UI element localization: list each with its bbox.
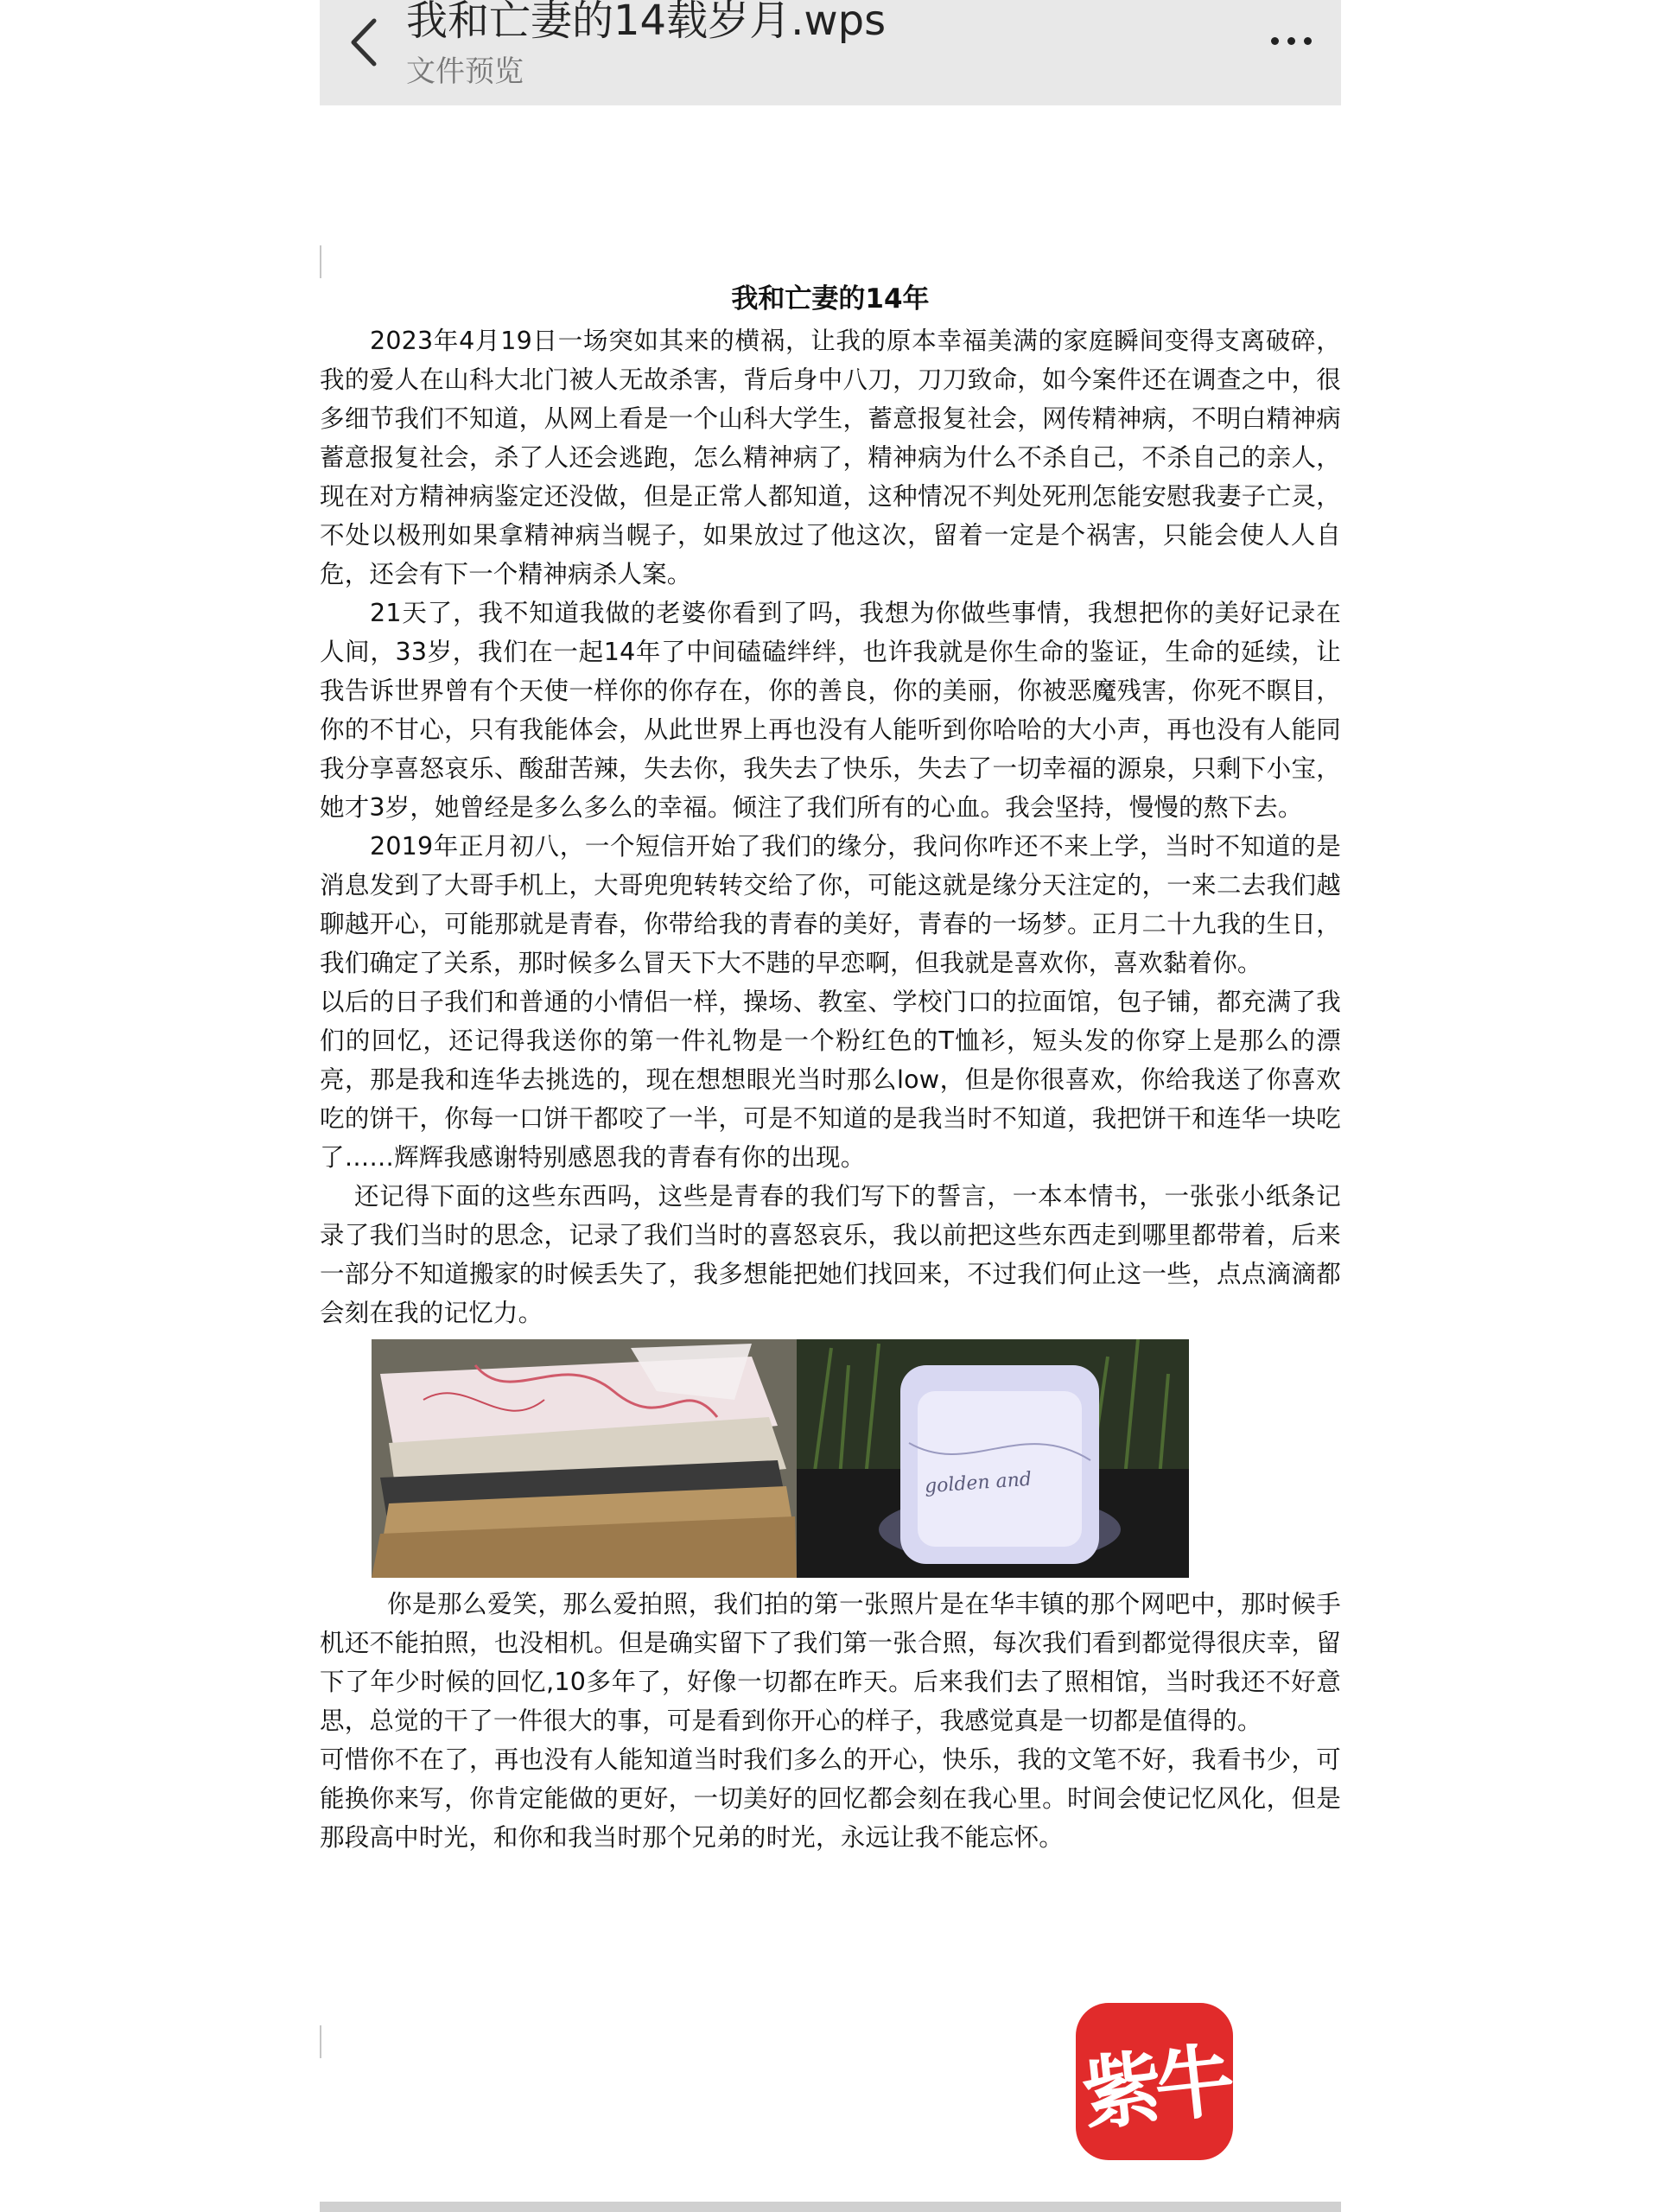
jar-label-text: golden and	[924, 1468, 1033, 1498]
document-title: 我和亡妻的14年	[731, 283, 930, 315]
app-logo-text: 紫牛	[1077, 2033, 1232, 2142]
page-margin-mark	[320, 2025, 321, 2058]
file-subtitle: 文件预览	[406, 54, 524, 89]
page-margin-mark	[320, 245, 321, 278]
more-options-button[interactable]	[1256, 19, 1325, 62]
app-logo[interactable]	[1076, 2003, 1233, 2160]
jar-photo	[797, 1339, 1189, 1578]
bottom-scroll-bar	[320, 2202, 1341, 2212]
paragraph: 21天了，我不知道我做的老婆你看到了吗，我想为你做些事情，我想把你的美好记录在人间，33岁，我们在一起14年了中间磕磕绊绊，也许我就是你生命的鉴证，生命的延续，让我告诉世界曾有个天使一样你的你存在，你的善良，你的美丽，你被恶魔残害，你死不瞑目，你的不甘心，只有我能体会，从此世界上再也没有人能听到你哈哈的大小声，再也没有人能同我分享喜怒哀乐、酸甜苦辣，失去你，我失去了快乐，失去了一切幸福的源泉，只剩下小宝，她才3岁，她曾经是多么多么的幸福。倾注了我们所有的心血。我会坚持，慢慢的熬下去。	[320, 599, 1341, 822]
chevron-left-icon	[348, 17, 378, 67]
photo-group	[372, 1339, 1189, 1578]
more-dots-icon	[1271, 37, 1279, 45]
paragraph: 2023年4月19日一场突如其来的横祸，让我的原本幸福美满的家庭瞬间变得支离破碎，我的爱人在山科大北门被人无故杀害，背后身中八刀，刀刀致命，如今案件还在调查之中，很多细节我们不知道，从网上看是一个山科大学生，蓄意报复社会，网传精神病，不明白精神病蓄意报复社会，杀了人还会逃跑，怎么精神病了，精神病为什么不杀自己，不杀自己的亲人，现在对方精神病鉴定还没做，但是正常人都知道，这种情况不判处死刑怎能安慰我妻子亡灵，不处以极刑如果拿精神病当幌子，如果放过了他这次，留着一定是个祸害，只能会使人人自危，还会有下一个精神病杀人案。	[320, 327, 1341, 588]
notebooks-photo	[372, 1339, 797, 1578]
paragraph: 还记得下面的这些东西吗，这些是青春的我们写下的誓言，一本本情书，一张张小纸条记录了我们当时的思念，记录了我们当时的喜怒哀乐，我以前把这些东西走到哪里都带着，后来一部分不知道搬家的时候丢失了，我多想能把她们找回来，不过我们何止这一些，点点滴滴都会刻在我的记忆力。	[320, 1182, 1341, 1327]
paragraph: 可惜你不在了，再也没有人能知道当时我们多么的开心，快乐，我的文笔不好，我看书少，可能换你来写，你肯定能做的更好，一切美好的回忆都会刻在我心里。时间会使记忆风化，但是那段高中时光，和你和我当时那个兄弟的时光，永远让我不能忘怀。	[320, 1745, 1341, 1852]
file-title: 我和亡妻的14载岁月.wps	[406, 0, 887, 45]
paragraph: 2019年正月初八，一个短信开始了我们的缘分，我问你咋还不来上学，当时不知道的是消息发到了大哥手机上，大哥兜兜转转交给了你，可能这就是缘分天注定的，一来二去我们越聊越开心，可能那就是青春，你带给我的青春的美好，青春的一场梦。正月二十九我的生日，我们确定了关系，那时候多么冒天下大不韪的早恋啊，但我就是喜欢你，喜欢黏着你。	[320, 832, 1341, 977]
back-button[interactable]	[337, 12, 389, 73]
paragraph: 你是那么爱笑，那么爱拍照，我们拍的第一张照片是在华丰镇的那个网吧中，那时候手机还不能拍照，也没相机。但是确实留下了我们第一张合照，每次我们看到都觉得很庆幸，留下了年少时候的回忆,10多年了，好像一切都在昨天。后来我们去了照相馆，当时我还不好意思，总觉的干了一件很大的事，可是看到你开心的样子，我感觉真是一切都是值得的。	[320, 1590, 1341, 1735]
preview-header	[320, 0, 1341, 105]
document-page	[320, 276, 1341, 1857]
paragraph: 以后的日子我们和普通的小情侣一样，操场、教室、学校门口的拉面馆，包子铺，都充满了我们的回忆，还记得我送你的第一件礼物是一个粉红色的T恤衫，短头发的你穿上是那么的漂亮，那是我和连华去挑选的，现在想想眼光当时那么low，但是你很喜欢，你给我送了你喜欢吃的饼干，你每一口饼干都咬了一半，可是不知道的是我当时不知道，我把饼干和连华一块吃了……辉辉我感谢特别感恩我的青春有你的出现。	[320, 988, 1341, 1172]
